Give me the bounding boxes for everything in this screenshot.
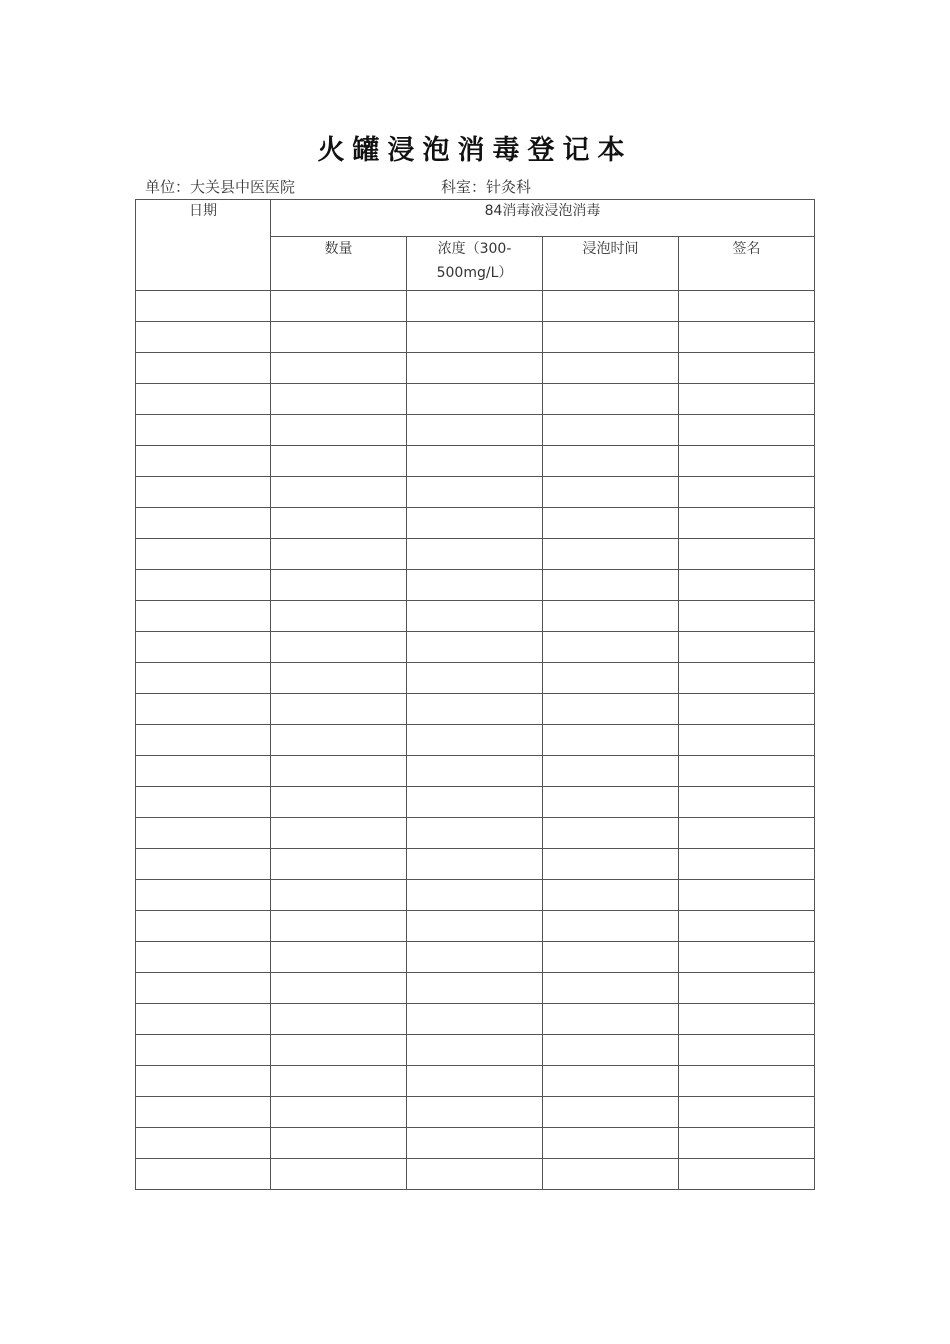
concentration-cell[interactable] (407, 694, 543, 725)
concentration-cell[interactable] (407, 415, 543, 446)
date-cell[interactable] (136, 291, 271, 322)
signature-cell[interactable] (679, 787, 815, 818)
signature-cell[interactable] (679, 911, 815, 942)
signature-cell[interactable] (679, 1128, 815, 1159)
soak-time-cell[interactable] (543, 353, 679, 384)
signature-cell[interactable] (679, 756, 815, 787)
quantity-cell[interactable] (271, 973, 407, 1004)
soak-time-cell[interactable] (543, 818, 679, 849)
date-cell[interactable] (136, 353, 271, 384)
date-cell[interactable] (136, 1159, 271, 1190)
page-title: 火罐浸泡消毒登记本 (317, 135, 633, 166)
date-cell[interactable] (136, 818, 271, 849)
soak-time-cell[interactable] (543, 849, 679, 880)
date-cell[interactable] (136, 1097, 271, 1128)
soak-time-cell[interactable] (543, 911, 679, 942)
signature-cell[interactable] (679, 353, 815, 384)
quantity-cell[interactable] (271, 911, 407, 942)
quantity-cell[interactable] (271, 539, 407, 570)
soak-time-cell[interactable] (543, 725, 679, 756)
soak-time-cell[interactable] (543, 1066, 679, 1097)
concentration-cell[interactable] (407, 818, 543, 849)
quantity-cell[interactable] (271, 725, 407, 756)
date-header: 日期 (136, 200, 271, 291)
table-row (136, 632, 815, 663)
table-row (136, 663, 815, 694)
concentration-cell[interactable] (407, 353, 543, 384)
signature-cell[interactable] (679, 1035, 815, 1066)
date-cell[interactable] (136, 415, 271, 446)
soak-time-cell[interactable] (543, 1159, 679, 1190)
date-cell[interactable] (136, 322, 271, 353)
table-row (136, 1035, 815, 1066)
signature-cell[interactable] (679, 539, 815, 570)
table-row (136, 570, 815, 601)
soak-time-cell[interactable] (543, 756, 679, 787)
soak-time-cell[interactable] (543, 477, 679, 508)
table-row (136, 601, 815, 632)
date-cell[interactable] (136, 756, 271, 787)
signature-cell[interactable] (679, 1159, 815, 1190)
table-row (136, 322, 815, 353)
signature-cell[interactable] (679, 818, 815, 849)
date-cell[interactable] (136, 1035, 271, 1066)
table-row (136, 973, 815, 1004)
concentration-cell[interactable] (407, 911, 543, 942)
concentration-cell[interactable] (407, 539, 543, 570)
concentration-cell[interactable] (407, 880, 543, 911)
quantity-cell[interactable] (271, 601, 407, 632)
quantity-cell[interactable] (271, 942, 407, 973)
date-cell[interactable] (136, 632, 271, 663)
quantity-cell[interactable] (271, 880, 407, 911)
quantity-cell[interactable] (271, 1159, 407, 1190)
signature-cell[interactable] (679, 508, 815, 539)
date-cell[interactable] (136, 1004, 271, 1035)
signature-cell[interactable] (679, 942, 815, 973)
concentration-cell[interactable] (407, 663, 543, 694)
table-row (136, 446, 815, 477)
table-row (136, 911, 815, 942)
date-cell[interactable] (136, 539, 271, 570)
soak-time-cell[interactable] (543, 322, 679, 353)
signature-cell[interactable] (679, 694, 815, 725)
signature-cell[interactable] (679, 322, 815, 353)
date-cell[interactable] (136, 725, 271, 756)
concentration-cell[interactable] (407, 1159, 543, 1190)
signature-cell[interactable] (679, 1066, 815, 1097)
quantity-cell[interactable] (271, 384, 407, 415)
date-cell[interactable] (136, 508, 271, 539)
concentration-cell[interactable] (407, 1128, 543, 1159)
soak-time-cell[interactable] (543, 1004, 679, 1035)
soak-time-cell[interactable] (543, 446, 679, 477)
soak-time-cell[interactable] (543, 787, 679, 818)
quantity-cell[interactable] (271, 322, 407, 353)
date-cell[interactable] (136, 849, 271, 880)
quantity-cell[interactable] (271, 1128, 407, 1159)
soak-time-cell[interactable] (543, 880, 679, 911)
signature-cell[interactable] (679, 415, 815, 446)
quantity-cell[interactable] (271, 694, 407, 725)
table-row (136, 291, 815, 322)
concentration-cell[interactable] (407, 322, 543, 353)
disinfection-log-table (135, 199, 815, 1190)
date-cell[interactable] (136, 477, 271, 508)
soak-time-cell[interactable] (543, 539, 679, 570)
signature-cell[interactable] (679, 291, 815, 322)
concentration-cell[interactable] (407, 1097, 543, 1128)
concentration-cell[interactable] (407, 601, 543, 632)
table-row (136, 477, 815, 508)
concentration-cell[interactable] (407, 1004, 543, 1035)
soak-time-cell[interactable] (543, 415, 679, 446)
concentration-cell[interactable] (407, 942, 543, 973)
soak-time-header: 浸泡时间 (543, 237, 679, 291)
soak-time-cell[interactable] (543, 973, 679, 1004)
date-cell[interactable] (136, 1128, 271, 1159)
quantity-cell[interactable] (271, 570, 407, 601)
signature-cell[interactable] (679, 477, 815, 508)
quantity-cell[interactable] (271, 477, 407, 508)
date-cell[interactable] (136, 384, 271, 415)
table-row (136, 415, 815, 446)
date-cell[interactable] (136, 446, 271, 477)
signature-cell[interactable] (679, 570, 815, 601)
group-header: 84消毒液浸泡消毒 (271, 200, 815, 237)
table-row (136, 384, 815, 415)
concentration-cell[interactable] (407, 632, 543, 663)
soak-time-cell[interactable] (543, 570, 679, 601)
concentration-cell[interactable] (407, 446, 543, 477)
soak-time-cell[interactable] (543, 291, 679, 322)
signature-cell[interactable] (679, 973, 815, 1004)
concentration-cell[interactable] (407, 973, 543, 1004)
concentration-cell[interactable] (407, 725, 543, 756)
date-cell[interactable] (136, 663, 271, 694)
soak-time-cell[interactable] (543, 694, 679, 725)
concentration-cell[interactable] (407, 756, 543, 787)
date-cell[interactable] (136, 942, 271, 973)
signature-header: 签名 (679, 237, 815, 291)
concentration-header: 浓度（300-500mg/L） (407, 237, 543, 291)
quantity-cell[interactable] (271, 1004, 407, 1035)
quantity-cell[interactable] (271, 632, 407, 663)
quantity-cell[interactable] (271, 508, 407, 539)
date-cell[interactable] (136, 601, 271, 632)
table-row (136, 787, 815, 818)
signature-cell[interactable] (679, 1097, 815, 1128)
table-row (136, 508, 815, 539)
table-row (136, 725, 815, 756)
concentration-cell[interactable] (407, 1066, 543, 1097)
signature-cell[interactable] (679, 601, 815, 632)
quantity-cell[interactable] (271, 446, 407, 477)
concentration-cell[interactable] (407, 787, 543, 818)
soak-time-cell[interactable] (543, 1097, 679, 1128)
quantity-cell[interactable] (271, 1066, 407, 1097)
soak-time-cell[interactable] (543, 508, 679, 539)
signature-cell[interactable] (679, 446, 815, 477)
quantity-header: 数量 (271, 237, 407, 291)
concentration-cell[interactable] (407, 477, 543, 508)
date-cell[interactable] (136, 570, 271, 601)
concentration-cell[interactable] (407, 570, 543, 601)
quantity-cell[interactable] (271, 1097, 407, 1128)
concentration-cell[interactable] (407, 291, 543, 322)
soak-time-cell[interactable] (543, 1035, 679, 1066)
table-row (136, 1128, 815, 1159)
table-row (136, 942, 815, 973)
date-cell[interactable] (136, 880, 271, 911)
department-label: 科室：针灸科 (441, 178, 532, 196)
date-cell[interactable] (136, 694, 271, 725)
unit-label: 单位：大关县中医医院 (145, 178, 296, 196)
quantity-cell[interactable] (271, 663, 407, 694)
table-row (136, 1066, 815, 1097)
soak-time-cell[interactable] (543, 601, 679, 632)
date-cell[interactable] (136, 973, 271, 1004)
quantity-cell[interactable] (271, 849, 407, 880)
quantity-cell[interactable] (271, 818, 407, 849)
signature-cell[interactable] (679, 632, 815, 663)
table-row (136, 1159, 815, 1190)
signature-cell[interactable] (679, 725, 815, 756)
quantity-cell[interactable] (271, 756, 407, 787)
quantity-cell[interactable] (271, 1035, 407, 1066)
table-row (136, 1004, 815, 1035)
concentration-cell[interactable] (407, 849, 543, 880)
quantity-cell[interactable] (271, 291, 407, 322)
table-row (136, 353, 815, 384)
signature-cell[interactable] (679, 663, 815, 694)
concentration-cell[interactable] (407, 508, 543, 539)
quantity-cell[interactable] (271, 787, 407, 818)
soak-time-cell[interactable] (543, 1128, 679, 1159)
date-cell[interactable] (136, 787, 271, 818)
table-row (136, 818, 815, 849)
concentration-cell[interactable] (407, 1035, 543, 1066)
table-row (136, 1097, 815, 1128)
soak-time-cell[interactable] (543, 663, 679, 694)
soak-time-cell[interactable] (543, 942, 679, 973)
date-cell[interactable] (136, 1066, 271, 1097)
quantity-cell[interactable] (271, 353, 407, 384)
header-row-1 (136, 200, 815, 237)
signature-cell[interactable] (679, 880, 815, 911)
date-cell[interactable] (136, 911, 271, 942)
table-row (136, 694, 815, 725)
quantity-cell[interactable] (271, 415, 407, 446)
signature-cell[interactable] (679, 1004, 815, 1035)
soak-time-cell[interactable] (543, 384, 679, 415)
table-row (136, 756, 815, 787)
table-row (136, 539, 815, 570)
soak-time-cell[interactable] (543, 632, 679, 663)
concentration-cell[interactable] (407, 384, 543, 415)
signature-cell[interactable] (679, 384, 815, 415)
table-row (136, 880, 815, 911)
table-row (136, 849, 815, 880)
signature-cell[interactable] (679, 849, 815, 880)
